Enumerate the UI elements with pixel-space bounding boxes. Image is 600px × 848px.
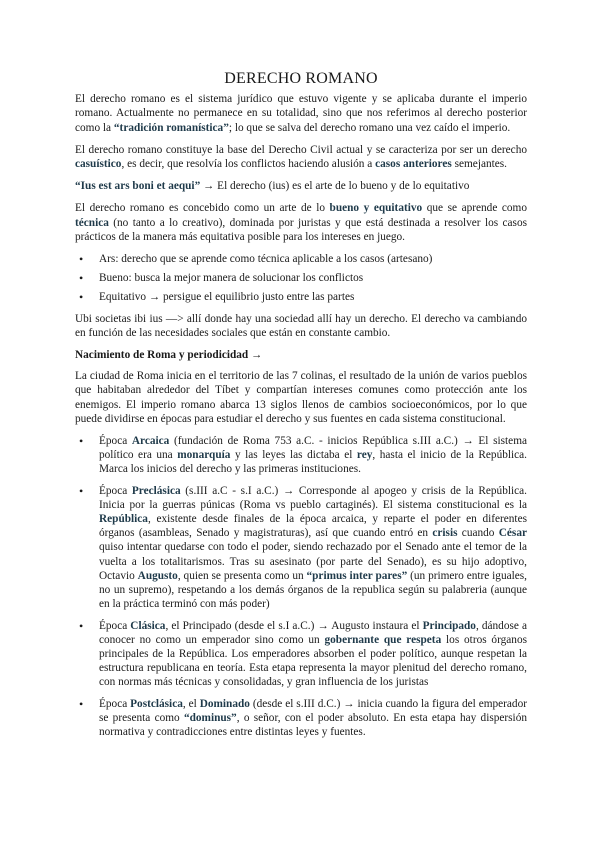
text-run: Época xyxy=(99,484,132,497)
text-run: Época xyxy=(99,435,132,448)
text-run: , o señor, con el poder absoluto. En esta etapa hay dispersión normativa y contradicciones entre distintas leyes y fuentes. xyxy=(99,711,527,738)
highlight-term: Dominado xyxy=(199,697,250,710)
highlight-term: Preclásica xyxy=(131,484,181,497)
highlight-term: monarquía xyxy=(177,449,231,462)
text-run: , hasta el inicio de la República. Marca los inicios del derecho y las primeras instituciones. xyxy=(99,449,528,476)
highlight-term: “tradición romanística” xyxy=(113,121,229,134)
highlight-term: “dominus” xyxy=(183,711,237,724)
text-run: semejantes. xyxy=(451,158,507,171)
highlight-term: Principado xyxy=(422,619,476,632)
epoch-arcaica xyxy=(75,434,527,477)
text-run: , dándose a conocer no como un emperador sino como un xyxy=(99,619,527,646)
text-run: (s.III a.C - s.I a.C.) → Corresponde al apogeo y crisis de la República. Inicia por la guerras púnicas (Roma vs pueblo cartaginés). El sistema constitucional es la xyxy=(99,484,527,511)
text-run: , es decir, que resolvía los conflictos haciendo alusión a xyxy=(121,158,376,171)
section-heading: Nacimiento de Roma y periodicidad → xyxy=(75,349,263,362)
epoch-clasica xyxy=(75,619,527,690)
epochs-list xyxy=(75,434,527,739)
text-run: → El derecho (ius) es el arte de lo bueno y de lo equitativo xyxy=(200,180,470,193)
text-run: , existente desde finales de la época arcaica, y reparte el poder en diferentes órganos (asambleas, Senado y magistraturas), así que cuando entró en xyxy=(99,513,527,540)
highlight-term: casos anteriores xyxy=(375,158,452,171)
page-title: DERECHO ROMANO xyxy=(224,70,378,87)
text-run: los otros órganos principales de la República. Los emperadores absorben el poder político, aunque respetan la estructura republicana en teoría. Esta etapa representa la mayor plenitud del derecho romano, con normas más técnicas y consolidadas, y gran influencia de los juristas xyxy=(99,633,527,689)
text-run: (un primero entre iguales, no un supremo), respetando a los demás órganos de la republica según su palabreria (aunque en la práctica terminó con más poder) xyxy=(99,569,527,611)
text-run: (fundación de Roma 753 a.C. - inicios República s.III a.C.) → El sistema político era una xyxy=(99,435,527,462)
highlight-term: gobernante que respeta xyxy=(324,633,442,646)
highlight-term: Arcaica xyxy=(131,435,170,448)
text-run: ; lo que se salva del derecho romano una vez caído el imperio. xyxy=(228,121,511,134)
text-run: (no tanto a lo creativo), dominada por juristas y que está destinada a resolver los casos prácticos de la manera más equitativa posible para los intereses en juego. xyxy=(75,216,527,243)
highlight-term: República xyxy=(99,513,148,526)
latin-quote: “Ius est ars boni et aequi” xyxy=(75,180,201,193)
highlight-term: rey xyxy=(356,449,373,462)
text-run: quiso intentar quedarse con todo el poder, siendo rechazado por el Senado ante el temor de la vuelta a los totalitarismos. Tras su asesinato (por parte del Senado), es su hijo adoptivo, Octavio xyxy=(99,541,527,582)
text-run: , el xyxy=(182,697,200,710)
list-item: • Bueno: busca la mejor manera de solucionar los conflictos xyxy=(75,271,527,285)
list-item: • Equitativo → persigue el equilibrio justo entre las partes xyxy=(75,290,527,304)
paragraph-base-civil xyxy=(75,143,527,171)
highlight-term: bueno y equitativo xyxy=(329,202,423,215)
latin-quote-paragraph xyxy=(75,179,527,193)
highlight-term: Clásica xyxy=(130,619,166,632)
text-run: El derecho romano es concebido como un arte de lo xyxy=(75,202,330,215)
text-run: Época xyxy=(99,619,131,632)
highlight-term: crisis xyxy=(432,527,458,540)
text-run: Época xyxy=(99,697,131,710)
text-run: (desde el s.III d.C.) → inicia cuando la figura del emperador se presenta como xyxy=(99,697,527,724)
document-page xyxy=(75,72,527,746)
highlight-term: Postclásica xyxy=(130,697,183,710)
text-run: que se aprende como xyxy=(422,202,527,215)
list-item: • Ars: derecho que se aprende como técnica aplicable a los casos (artesano) xyxy=(75,252,527,266)
highlight-term: Augusto xyxy=(137,569,178,582)
highlight-term: “primus inter pares” xyxy=(306,569,408,582)
text-run: El derecho romano es el sistema jurídico que estuvo vigente y se aplicaba durante el imperio romano. Actualmente no permanece en su totalidad, sino que nos referimos al derecho posterior como la xyxy=(75,93,527,134)
bullet-list-ars xyxy=(75,252,527,305)
highlight-term: técnica xyxy=(75,216,109,229)
highlight-term: casuístico xyxy=(75,158,122,171)
text-run: , el Principado (desde el s.I a.C.) → Augusto instaura el xyxy=(165,619,423,632)
text-run: y las leyes las dictaba el xyxy=(230,449,357,462)
text-run: , quien se presenta como un xyxy=(177,569,307,582)
paragraph-ubi-societas: Ubi societas ibi ius —> allí donde hay una sociedad allí hay un derecho. El derecho va cambiando en función de las necesidades sociales que están en constante cambio. xyxy=(75,312,527,339)
epoch-postclasica xyxy=(75,697,527,740)
epoch-preclasica xyxy=(75,484,527,612)
paragraph-arte xyxy=(75,201,527,244)
intro-paragraph xyxy=(75,92,527,135)
text-run: cuando xyxy=(457,527,499,540)
highlight-term: César xyxy=(498,527,527,540)
paragraph-roma: La ciudad de Roma inicia en el territorio de las 7 colinas, el resultado de la unión de varios pueblos que habitaban alrededor del Tíbet y compartían intereses comunes como protección ante los enemigos. El imperio romano abarca 13 siglos llenos de cambios socioeconómicos, por lo que puede dividirse en épocas para estudiar el derecho y sus fuentes en cada sistema constitucional. xyxy=(75,370,527,425)
text-run: El derecho romano constituye la base del Derecho Civil actual y se caracteriza por ser un derecho xyxy=(75,143,527,156)
